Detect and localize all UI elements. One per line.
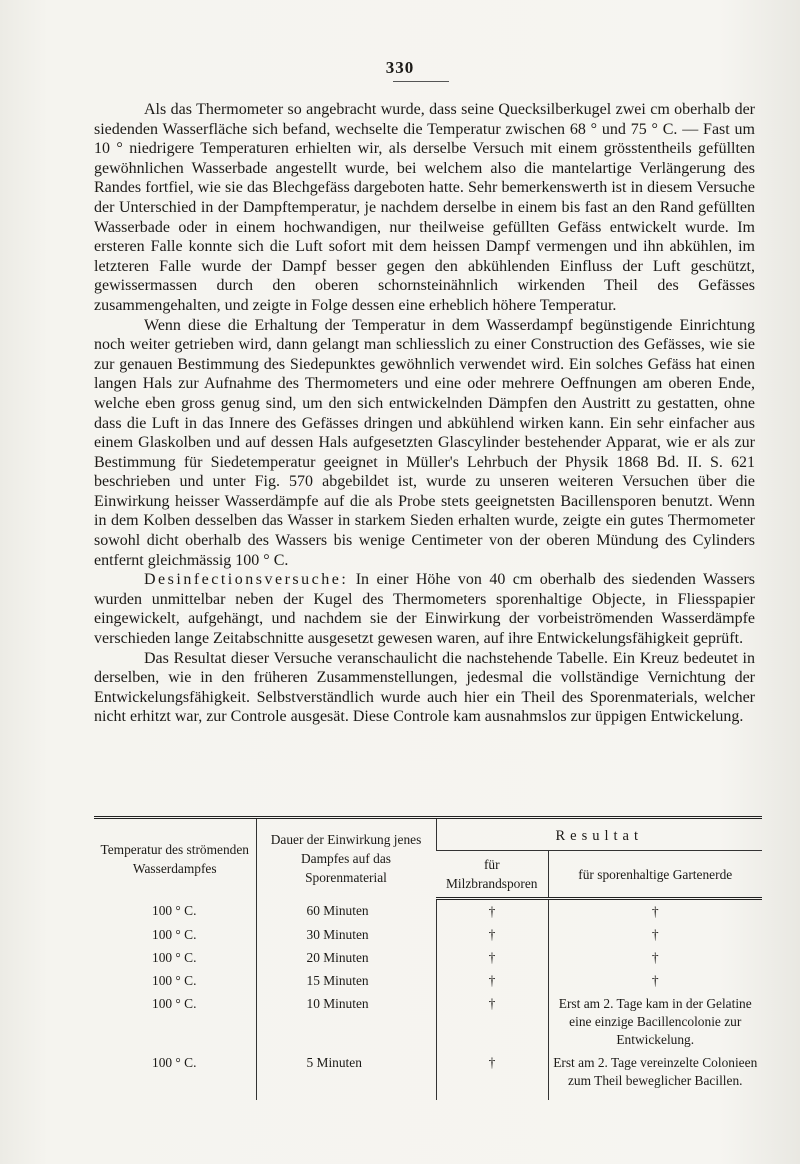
cell-duration: 10 Minuten <box>256 992 436 1051</box>
body-text <box>94 100 755 727</box>
page-number: 330 <box>385 58 415 77</box>
table-row <box>94 946 762 969</box>
cell-duration: 5 Minuten <box>256 1051 436 1100</box>
page-number-rule <box>393 81 449 82</box>
cell-temperature: 100 ° C. <box>152 927 197 942</box>
cell-milzbrand: † <box>436 923 548 946</box>
cell-duration: 15 Minuten <box>256 969 436 992</box>
cell-gartenerde: † <box>548 899 762 924</box>
paragraph-3-text: In einer Höhe von 40 cm oberhalb des siedenden Wassers wurden unmittelbar neben der Kugel des Thermometers sporenhaltige Objecte, in Fliesspapier eingewickelt, aufgehängt, und nachdem sie der Einwirkung der vorbeiströmenden Wasserdämpfe verschieden lange Zeitabschnitte ausgesetzt gewesen waren, auf ihre Entwickelungsfähigkeit geprüft. <box>94 571 755 648</box>
cell-gartenerde: Erst am 2. Tage kam in der Gelatine eine einzige Bacillencolonie zur Entwickelung. <box>548 992 762 1051</box>
cell-milzbrand: † <box>436 1051 548 1100</box>
cell-gartenerde: † <box>548 923 762 946</box>
cell-milzbrand: † <box>436 969 548 992</box>
header-temperature: Temperatur des strömenden Wasserdampfes <box>94 818 256 899</box>
cell-temperature: 100 ° C. <box>152 973 197 988</box>
table-row <box>94 899 762 924</box>
cell-duration: 30 Minuten <box>256 923 436 946</box>
table-row <box>94 969 762 992</box>
cell-duration: 60 Minuten <box>256 899 436 924</box>
paragraph-2: Wenn diese die Erhaltung der Temperatur in dem Wasserdampf begünstigende Einrichtung noch weiter getrieben wird, dann gelangt man schliesslich zu einer Construction des Gefässes, wie sie zur genauen Bestimmung des Siedepunktes gewöhnlich verwendet wird. Ein solches Gefäss hat einen langen Hals zur Aufnahme des Thermometers und eine oder mehrere Oeffnungen am oberen Ende, welche eben gross genug sind, um den sich entwickelnden Dämpfen den Austritt zu gestatten, ohne dass die Luft in das Innere des Gefässes dringen und abkühlend wirken kann. Ein sehr einfacher aus einem Glaskolben und auf dessen Hals aufgesetzten Glascylinder bestehender Apparat, wie er als zur Bestimmung für Siedetemperatur geeignet in Müller's Lehrbuch der Physik 1868 Bd. II. S. 621 beschrieben und unter Fig. 570 abgebildet ist, wurde zu unseren weiteren Versuchen über die Einwirkung heisser Wasserdämpfe auf die als Probe stets geeignetsten Bacillensporen benutzt. Wenn in dem Kolben desselben das Wasser in starkem Sieden erhalten wurde, zeigte ein gutes Thermometer sowohl dicht oberhalb des Wassers bis wenige Centimeter von der oberen Mündung des Cylinders entfernt gleichmässig 100 ° C. <box>94 316 755 569</box>
table-row <box>94 923 762 946</box>
header-duration: Dauer der Einwirkung jenes Dampfes auf das Sporenmaterial <box>256 818 436 899</box>
paragraph-3 <box>94 570 755 648</box>
cell-milzbrand: † <box>436 899 548 924</box>
cell-gartenerde: † <box>548 946 762 969</box>
cell-temperature: 100 ° C. <box>152 1055 197 1070</box>
paragraph-4: Das Resultat dieser Versuche veranschaulicht die nachstehende Tabelle. Ein Kreuz bedeutet in derselben, wie in den früheren Zusammenstellungen, jedesmal die vollständige Vernichtung der Entwickelungsfähigkeit. Selbstverständlich wurde auch hier ein Theil des Sporenmaterials, welcher nicht erhitzt war, zur Controle ausgesät. Diese Controle kam ausnahmslos zur üppigen Entwickelung. <box>94 649 755 726</box>
cell-gartenerde: Erst am 2. Tage vereinzelte Colonieen zum Theil beweglicher Bacillen. <box>548 1051 762 1100</box>
cell-temperature: 100 ° C. <box>152 996 197 1011</box>
paragraph-1: Als das Thermometer so angebracht wurde, dass seine Quecksilberkugel zwei cm oberhalb der siedenden Wasserfläche sich befand, wechselte die Temperatur zwischen 68 ° und 75 ° C. — Fast um 10 ° niedrigere Temperaturen erhielten wir, als derselbe Versuch mit einem grösstentheils gefüllten gewöhnlichen Wasserbade angestellt wurde, bei welchem also die mantelartige Verlängerung des Randes fortfiel, wie sie das Blechgefäss dargeboten hatte. Sehr bemerkenswerth ist in diesem Versuche der Unterschied in der Dampftemperatur, je nachdem derselbe in einem bis fast an den Rand gefüllten Wasserbade oder in einem hochwandigen, nur theilweise gefüllten Gefäss entwickelt wurde. Im ersteren Falle konnte sich die Luft sofort mit dem heissen Dampf vermengen und ihn abkühlen, im letzteren Falle wurde der Dampf besser gegen den abkühlenden Einfluss der Luft geschützt, gewissermassen durch den oberen schornsteinähnlich wirkenden Theil des Gefässes zusammengehalten, und zeigte in Folge dessen eine erheblich höhere Temperatur. <box>94 101 755 314</box>
cell-gartenerde: † <box>548 969 762 992</box>
cell-temperature: 100 ° C. <box>152 902 197 918</box>
cell-milzbrand: † <box>436 992 548 1051</box>
paragraph-3-label: Desinfectionsversuche: <box>144 571 349 589</box>
header-result: Resultat <box>436 818 762 851</box>
results-table <box>94 816 762 1100</box>
header-milzbrand: für Milzbrandsporen <box>436 851 548 899</box>
table-row <box>94 992 762 1051</box>
table-row <box>94 1051 762 1100</box>
header-gartenerde: für sporenhaltige Gartenerde <box>548 851 762 899</box>
cell-temperature: 100 ° C. <box>152 950 197 965</box>
cell-duration: 20 Minuten <box>256 946 436 969</box>
cell-milzbrand: † <box>436 946 548 969</box>
